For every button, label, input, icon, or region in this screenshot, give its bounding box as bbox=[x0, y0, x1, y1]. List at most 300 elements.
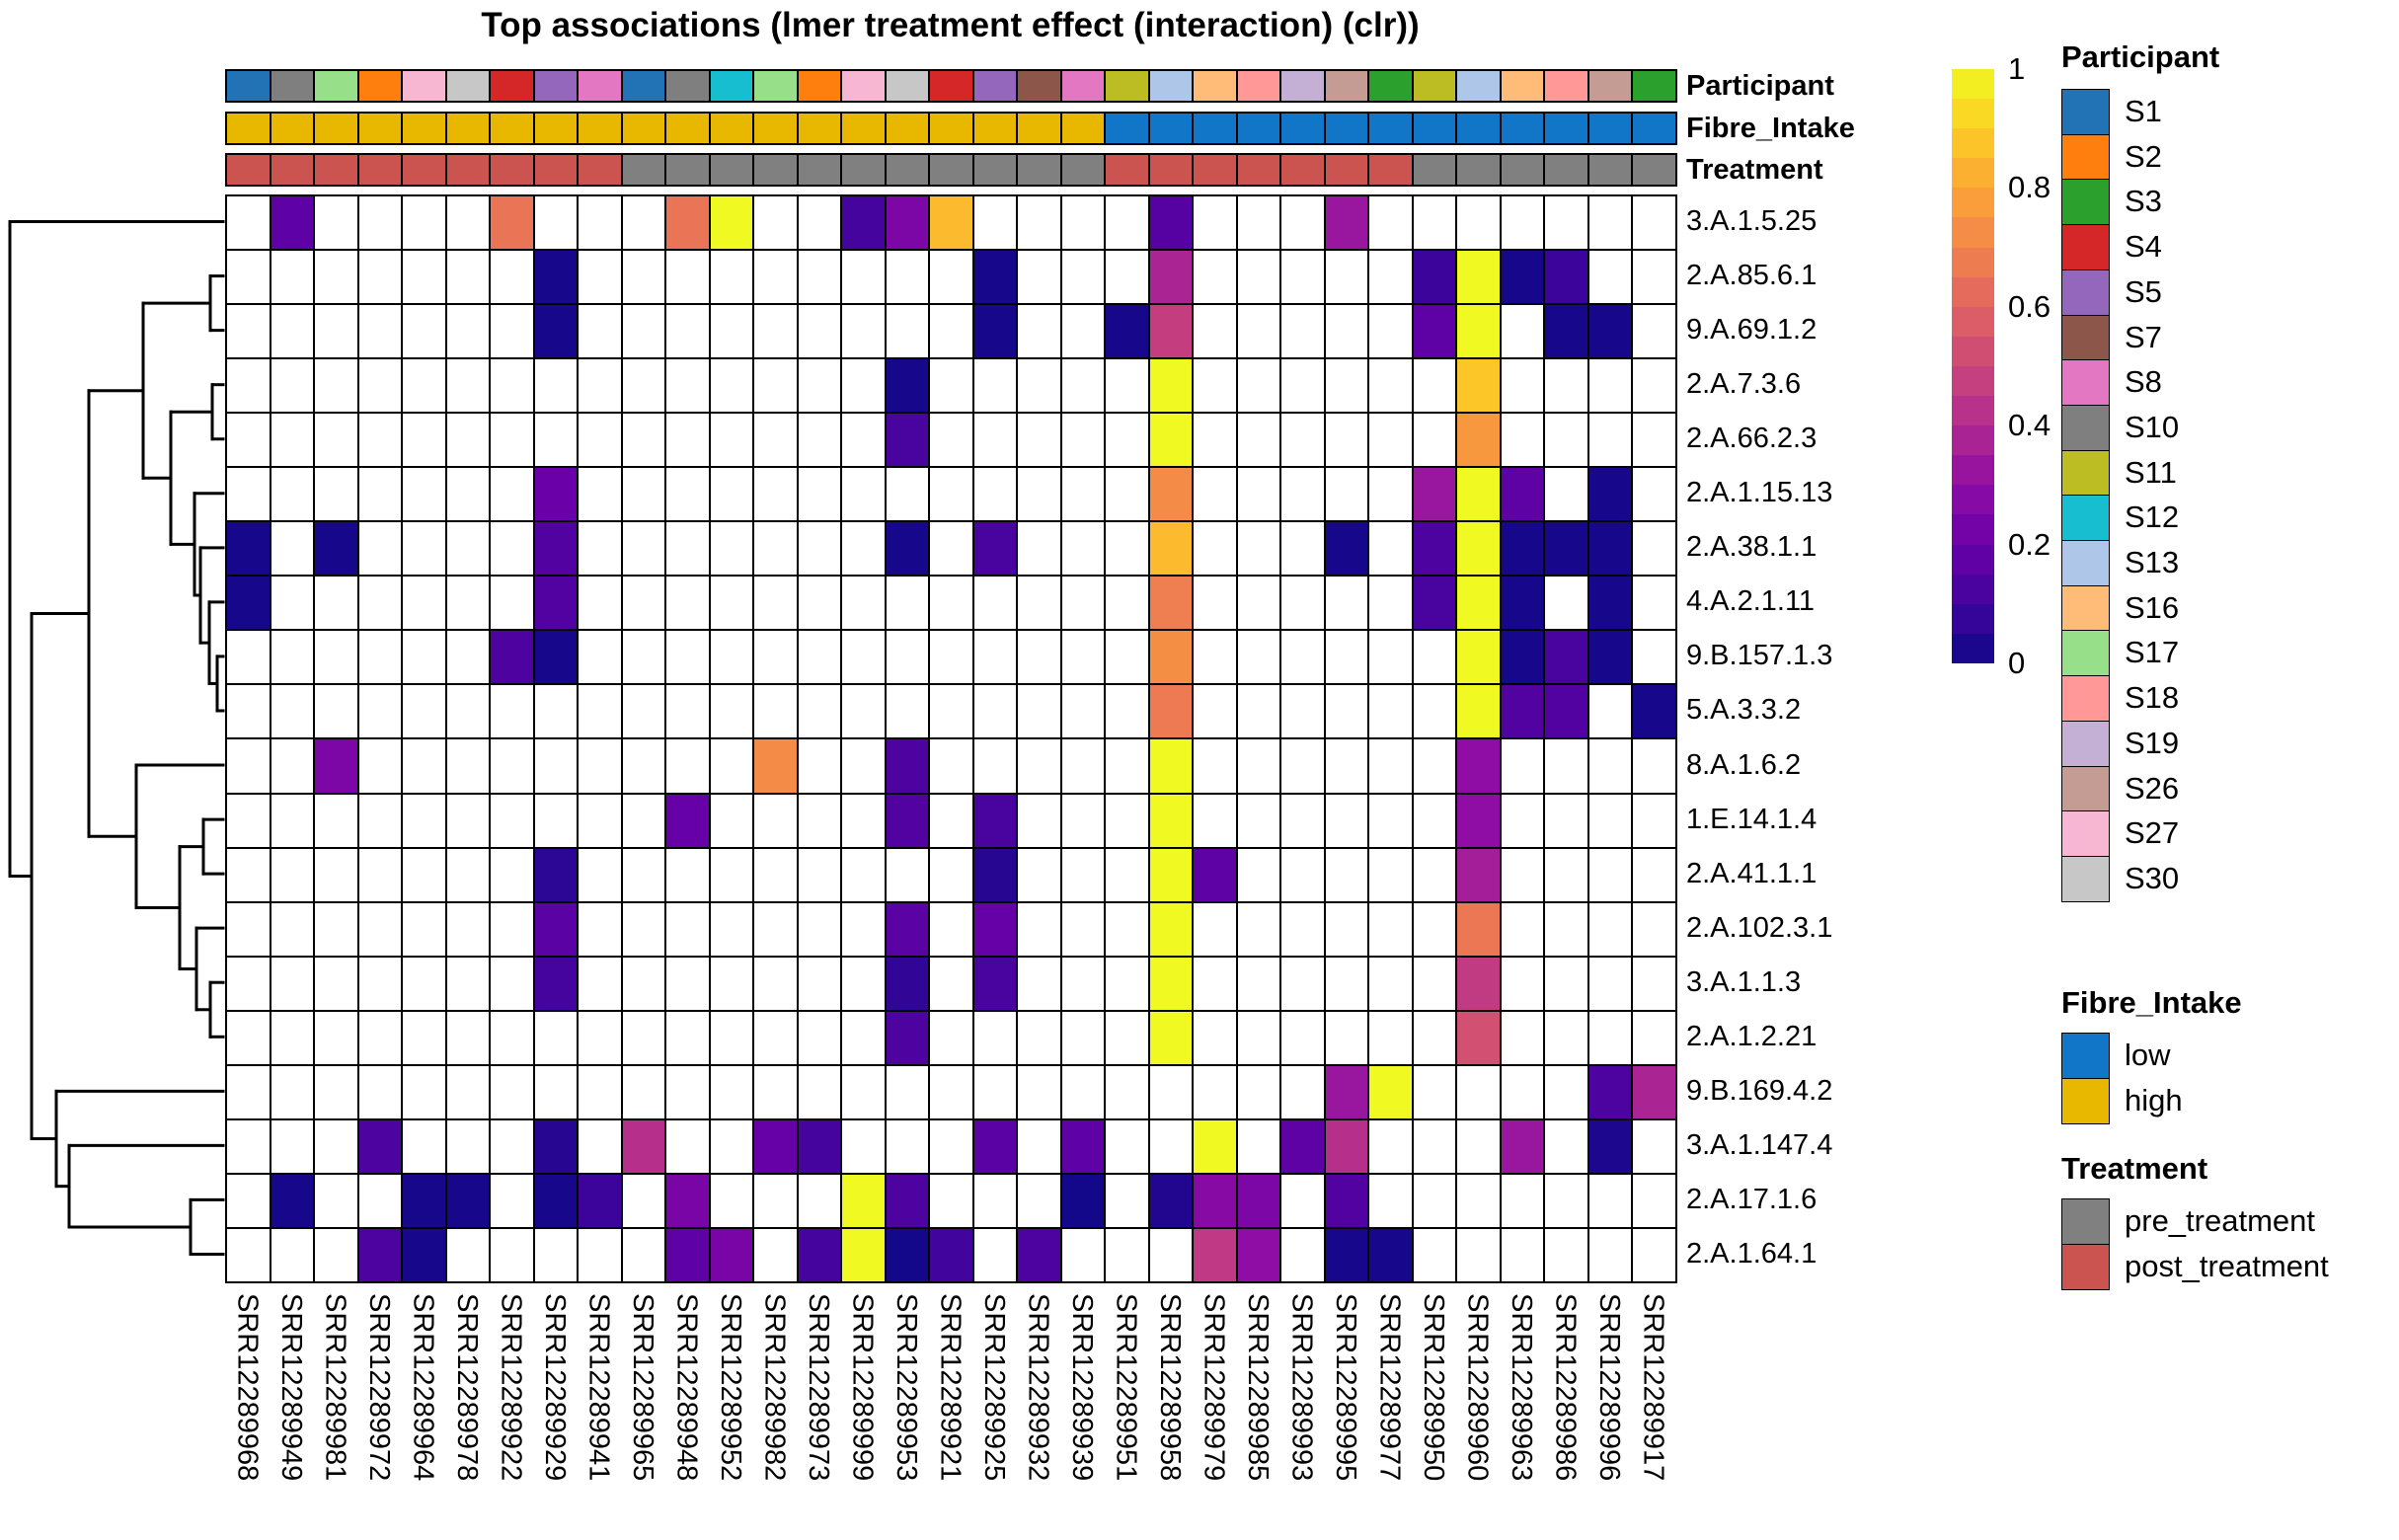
heatmap-cell bbox=[710, 1228, 754, 1282]
annotation-cell bbox=[402, 70, 446, 102]
heatmap-cell bbox=[1105, 1065, 1149, 1119]
heatmap-cell bbox=[358, 957, 403, 1011]
legend-label: S4 bbox=[2125, 229, 2162, 265]
heatmap-cell bbox=[534, 250, 579, 304]
heatmap-cell bbox=[1061, 1065, 1106, 1119]
heatmap-cell bbox=[1325, 684, 1369, 738]
heatmap-cell bbox=[1501, 250, 1545, 304]
heatmap-cell bbox=[226, 1174, 271, 1228]
heatmap-cell bbox=[271, 521, 315, 576]
annotation-cell bbox=[314, 70, 358, 102]
heatmap-cell bbox=[1325, 195, 1369, 250]
heatmap-cell bbox=[1544, 467, 1588, 521]
heatmap-cell bbox=[1149, 576, 1194, 630]
heatmap-cell bbox=[1368, 738, 1413, 793]
heatmap-cell bbox=[490, 794, 534, 848]
heatmap-cell bbox=[314, 848, 358, 902]
annotation-cell bbox=[665, 154, 710, 186]
annotation-cell bbox=[1280, 70, 1325, 102]
heatmap-cell bbox=[402, 304, 446, 358]
heatmap-cell bbox=[1149, 738, 1194, 793]
heatmap-cell bbox=[1017, 521, 1061, 576]
heatmap-cell bbox=[534, 521, 579, 576]
column-label: SRR12289964 bbox=[407, 1293, 439, 1482]
heatmap-cell bbox=[578, 630, 622, 684]
annotation-cell bbox=[226, 154, 271, 186]
heatmap-cell bbox=[798, 738, 842, 793]
heatmap-cell bbox=[886, 1065, 930, 1119]
heatmap-cell bbox=[1280, 1011, 1325, 1065]
heatmap-cell bbox=[490, 738, 534, 793]
heatmap-cell bbox=[534, 1011, 579, 1065]
heatmap-cell bbox=[929, 1119, 973, 1174]
column-label: SRR12289917 bbox=[1637, 1293, 1669, 1482]
annotation-cell bbox=[665, 113, 710, 144]
heatmap-cell bbox=[1413, 1065, 1457, 1119]
heatmap-cell bbox=[490, 630, 534, 684]
heatmap-cell bbox=[1632, 1228, 1676, 1282]
heatmap-cell bbox=[1368, 358, 1413, 413]
heatmap-cell bbox=[578, 902, 622, 957]
heatmap-cell bbox=[446, 358, 491, 413]
annotation-cell bbox=[490, 70, 534, 102]
legend-label: S30 bbox=[2125, 860, 2180, 895]
colorbar bbox=[1952, 69, 1994, 663]
heatmap-cell bbox=[1149, 794, 1194, 848]
colorbar-step bbox=[1952, 425, 1994, 455]
heatmap-cell bbox=[1544, 1011, 1588, 1065]
heatmap-cell bbox=[1413, 413, 1457, 467]
colorbar-step bbox=[1952, 128, 1994, 158]
heatmap-cell bbox=[1061, 848, 1106, 902]
heatmap-cell bbox=[665, 794, 710, 848]
heatmap-cell bbox=[1237, 1119, 1281, 1174]
heatmap-cell bbox=[1237, 902, 1281, 957]
heatmap-cell bbox=[271, 467, 315, 521]
heatmap-cell bbox=[1280, 1119, 1325, 1174]
heatmap-cell bbox=[1632, 1065, 1676, 1119]
heatmap-cell bbox=[578, 1011, 622, 1065]
column-label: SRR12289982 bbox=[758, 1293, 791, 1482]
heatmap-cell bbox=[578, 304, 622, 358]
heatmap-cell bbox=[226, 738, 271, 793]
heatmap-cell bbox=[226, 1011, 271, 1065]
heatmap-cell bbox=[1325, 738, 1369, 793]
heatmap-cell bbox=[710, 848, 754, 902]
annotation-cell bbox=[973, 113, 1018, 144]
heatmap-cell bbox=[1501, 1228, 1545, 1282]
heatmap-cell bbox=[1413, 1119, 1457, 1174]
heatmap-cell bbox=[314, 195, 358, 250]
heatmap-cell bbox=[314, 957, 358, 1011]
column-label: SRR12289951 bbox=[1110, 1293, 1142, 1482]
annotation-cell bbox=[622, 113, 666, 144]
heatmap-cell bbox=[271, 576, 315, 630]
heatmap-cell bbox=[1501, 1065, 1545, 1119]
heatmap-cell bbox=[1325, 1174, 1369, 1228]
heatmap-cell bbox=[490, 684, 534, 738]
heatmap-cell bbox=[1325, 304, 1369, 358]
heatmap-cell bbox=[710, 1119, 754, 1174]
heatmap-cell bbox=[1544, 304, 1588, 358]
heatmap-cell bbox=[753, 521, 798, 576]
legend-label: S3 bbox=[2125, 184, 2162, 219]
heatmap-cell bbox=[1237, 250, 1281, 304]
annotation-cell bbox=[710, 154, 754, 186]
heatmap-cell bbox=[1017, 1119, 1061, 1174]
heatmap-cell bbox=[490, 1119, 534, 1174]
heatmap-cell bbox=[490, 467, 534, 521]
heatmap-cell bbox=[973, 738, 1018, 793]
heatmap-cell bbox=[402, 684, 446, 738]
heatmap-cell bbox=[226, 195, 271, 250]
heatmap-cell bbox=[1368, 1174, 1413, 1228]
heatmap-cell bbox=[710, 1065, 754, 1119]
heatmap-cell bbox=[1544, 902, 1588, 957]
row-label: 2.A.1.64.1 bbox=[1686, 1237, 1818, 1270]
annotation-cell bbox=[1193, 70, 1237, 102]
colorbar-step bbox=[1952, 307, 1994, 337]
heatmap-cell bbox=[1105, 576, 1149, 630]
annotation-cell bbox=[314, 154, 358, 186]
heatmap-cell bbox=[314, 1011, 358, 1065]
column-label: SRR12289986 bbox=[1549, 1293, 1582, 1482]
heatmap-cell bbox=[402, 848, 446, 902]
heatmap-cell bbox=[1632, 1174, 1676, 1228]
heatmap-cell bbox=[841, 1011, 886, 1065]
heatmap-cell bbox=[1632, 630, 1676, 684]
annotation-cell bbox=[1413, 70, 1457, 102]
heatmap-cell bbox=[1501, 738, 1545, 793]
heatmap-cell bbox=[886, 684, 930, 738]
legend-label: S2 bbox=[2125, 138, 2162, 174]
heatmap-cell bbox=[1193, 576, 1237, 630]
heatmap-cell bbox=[1193, 195, 1237, 250]
heatmap-cell bbox=[578, 250, 622, 304]
heatmap-cell bbox=[1413, 794, 1457, 848]
heatmap-cell bbox=[1632, 358, 1676, 413]
heatmap-cell bbox=[1193, 1174, 1237, 1228]
heatmap-cell bbox=[271, 957, 315, 1011]
heatmap-cell bbox=[314, 358, 358, 413]
heatmap-cell bbox=[1544, 738, 1588, 793]
heatmap-cell bbox=[1193, 630, 1237, 684]
heatmap-cell bbox=[1632, 1119, 1676, 1174]
heatmap-cell bbox=[1501, 630, 1545, 684]
heatmap-cell bbox=[1588, 794, 1633, 848]
heatmap-cell bbox=[841, 1119, 886, 1174]
heatmap-cell bbox=[271, 413, 315, 467]
row-label: 3.A.1.5.25 bbox=[1686, 205, 1818, 237]
heatmap-cell bbox=[226, 848, 271, 902]
heatmap-cell bbox=[1588, 358, 1633, 413]
heatmap-cell bbox=[446, 521, 491, 576]
row-dendrogram bbox=[6, 194, 225, 1281]
heatmap-cell bbox=[1280, 467, 1325, 521]
heatmap-cell bbox=[1280, 902, 1325, 957]
heatmap-cell bbox=[446, 684, 491, 738]
legend-label: high bbox=[2125, 1082, 2183, 1117]
heatmap-cell bbox=[1413, 467, 1457, 521]
heatmap-cell bbox=[1061, 521, 1106, 576]
heatmap-cell bbox=[578, 848, 622, 902]
heatmap-cell bbox=[1061, 304, 1106, 358]
colorbar-step bbox=[1952, 634, 1994, 663]
heatmap-cell bbox=[665, 413, 710, 467]
annotation-cell bbox=[226, 113, 271, 144]
heatmap-cell bbox=[578, 684, 622, 738]
annotation-cell bbox=[798, 113, 842, 144]
heatmap-cell bbox=[1456, 467, 1501, 521]
legend-swatch-S7 bbox=[2061, 315, 2110, 361]
colorbar-tick-label: 0.2 bbox=[2008, 526, 2051, 562]
heatmap-cell bbox=[314, 1228, 358, 1282]
annotation-cell bbox=[1368, 113, 1413, 144]
legend-swatch-S8 bbox=[2061, 359, 2110, 406]
heatmap-cell bbox=[622, 1228, 666, 1282]
heatmap-cell bbox=[622, 304, 666, 358]
heatmap-cell bbox=[358, 794, 403, 848]
heatmap-cell bbox=[929, 738, 973, 793]
heatmap-cell bbox=[1544, 195, 1588, 250]
heatmap-cell bbox=[710, 684, 754, 738]
heatmap-cell bbox=[665, 957, 710, 1011]
heatmap-cell bbox=[1501, 576, 1545, 630]
heatmap-cell bbox=[973, 1174, 1018, 1228]
heatmap-cell bbox=[1632, 1011, 1676, 1065]
heatmap-cell bbox=[490, 195, 534, 250]
heatmap-cell bbox=[1237, 521, 1281, 576]
heatmap-cell bbox=[578, 467, 622, 521]
annotation-cell bbox=[1325, 113, 1369, 144]
legend-label: pre_treatment bbox=[2125, 1203, 2315, 1238]
colorbar-step bbox=[1952, 366, 1994, 396]
heatmap-cell bbox=[1501, 1011, 1545, 1065]
heatmap-cell bbox=[1588, 576, 1633, 630]
heatmap-cell bbox=[841, 358, 886, 413]
heatmap-cell bbox=[1368, 576, 1413, 630]
heatmap-cell bbox=[490, 576, 534, 630]
heatmap-cell bbox=[973, 467, 1018, 521]
heatmap-cell bbox=[1237, 467, 1281, 521]
heatmap-cell bbox=[886, 521, 930, 576]
heatmap-cell bbox=[1280, 521, 1325, 576]
heatmap-cell bbox=[1149, 1228, 1194, 1282]
heatmap-cell bbox=[1368, 1119, 1413, 1174]
heatmap-cell bbox=[402, 576, 446, 630]
legend-swatch-S16 bbox=[2061, 585, 2110, 632]
heatmap-cell bbox=[1280, 413, 1325, 467]
heatmap-cell bbox=[973, 684, 1018, 738]
heatmap-cell bbox=[402, 358, 446, 413]
heatmap-cell bbox=[1325, 250, 1369, 304]
heatmap-cell bbox=[798, 957, 842, 1011]
heatmap-cell bbox=[710, 304, 754, 358]
heatmap-cell bbox=[1149, 358, 1194, 413]
heatmap-cell bbox=[1501, 848, 1545, 902]
heatmap-cell bbox=[226, 794, 271, 848]
annotation-cell bbox=[1061, 70, 1106, 102]
annotation-cell bbox=[1413, 113, 1457, 144]
heatmap-cell bbox=[1413, 902, 1457, 957]
annotation-cell bbox=[534, 154, 579, 186]
heatmap-cell bbox=[841, 250, 886, 304]
heatmap-cell bbox=[710, 630, 754, 684]
heatmap-cell bbox=[1544, 250, 1588, 304]
heatmap-cell bbox=[929, 576, 973, 630]
heatmap-cell bbox=[841, 576, 886, 630]
heatmap-cell bbox=[534, 195, 579, 250]
heatmap-cell bbox=[1061, 576, 1106, 630]
heatmap-cell bbox=[402, 1011, 446, 1065]
heatmap-cell bbox=[446, 902, 491, 957]
heatmap-cell bbox=[226, 1065, 271, 1119]
annotation-cell bbox=[886, 70, 930, 102]
heatmap-cell bbox=[929, 684, 973, 738]
heatmap-cell bbox=[358, 413, 403, 467]
heatmap-cell bbox=[973, 902, 1018, 957]
heatmap-cell bbox=[1237, 1228, 1281, 1282]
heatmap-cell bbox=[1280, 1065, 1325, 1119]
heatmap-cell bbox=[1193, 1065, 1237, 1119]
heatmap-cell bbox=[753, 848, 798, 902]
heatmap-cell bbox=[578, 413, 622, 467]
heatmap-cell bbox=[886, 195, 930, 250]
heatmap-cell bbox=[1325, 413, 1369, 467]
heatmap-cell bbox=[446, 304, 491, 358]
heatmap-cell bbox=[1632, 521, 1676, 576]
heatmap-cell bbox=[1325, 358, 1369, 413]
heatmap-cell bbox=[358, 1065, 403, 1119]
heatmap-cell bbox=[1368, 684, 1413, 738]
heatmap-cell bbox=[798, 902, 842, 957]
annotation-track-label: Treatment bbox=[1686, 154, 1823, 186]
heatmap-cell bbox=[1456, 1119, 1501, 1174]
heatmap-cell bbox=[1413, 358, 1457, 413]
legend-title-treatment: Treatment bbox=[2061, 1151, 2208, 1186]
heatmap-cell bbox=[1413, 521, 1457, 576]
heatmap-cell bbox=[973, 794, 1018, 848]
heatmap-cell bbox=[1588, 1119, 1633, 1174]
heatmap-cell bbox=[1413, 848, 1457, 902]
heatmap-cell bbox=[710, 467, 754, 521]
annotation-cell bbox=[1501, 154, 1545, 186]
heatmap-cell bbox=[1193, 250, 1237, 304]
column-label: SRR12289965 bbox=[627, 1293, 658, 1482]
heatmap-cell bbox=[1105, 794, 1149, 848]
heatmap-cell bbox=[226, 304, 271, 358]
heatmap-cell bbox=[710, 250, 754, 304]
heatmap-cell bbox=[886, 358, 930, 413]
heatmap-cell bbox=[1280, 630, 1325, 684]
heatmap-cell bbox=[1632, 467, 1676, 521]
heatmap-cell bbox=[841, 684, 886, 738]
heatmap-cell bbox=[929, 1065, 973, 1119]
heatmap-cell bbox=[1105, 521, 1149, 576]
heatmap-cell bbox=[271, 1065, 315, 1119]
heatmap-cell bbox=[490, 1065, 534, 1119]
heatmap-cell bbox=[1456, 957, 1501, 1011]
heatmap-cell bbox=[1280, 1174, 1325, 1228]
heatmap-cell bbox=[973, 413, 1018, 467]
heatmap-cell bbox=[1193, 304, 1237, 358]
heatmap-cell bbox=[1193, 902, 1237, 957]
colorbar-step bbox=[1952, 217, 1994, 247]
heatmap-cell bbox=[1280, 684, 1325, 738]
heatmap-cell bbox=[314, 738, 358, 793]
legend-swatch-S27 bbox=[2061, 810, 2110, 857]
heatmap-cell bbox=[929, 358, 973, 413]
heatmap-cell bbox=[1368, 1228, 1413, 1282]
annotation-cell bbox=[1149, 70, 1194, 102]
column-label: SRR12289981 bbox=[319, 1293, 351, 1482]
heatmap-cell bbox=[1237, 358, 1281, 413]
column-label: SRR12289949 bbox=[275, 1293, 307, 1482]
heatmap-cell bbox=[753, 1011, 798, 1065]
heatmap-cell bbox=[446, 1228, 491, 1282]
heatmap-cell bbox=[1193, 358, 1237, 413]
heatmap-cell bbox=[1544, 684, 1588, 738]
colorbar-step bbox=[1952, 396, 1994, 425]
heatmap-cell bbox=[1061, 1119, 1106, 1174]
row-label: 2.A.7.3.6 bbox=[1686, 368, 1802, 401]
heatmap-cell bbox=[665, 684, 710, 738]
heatmap-cell bbox=[226, 413, 271, 467]
heatmap-cell bbox=[271, 1011, 315, 1065]
heatmap-cell bbox=[665, 848, 710, 902]
annotation-cell bbox=[402, 113, 446, 144]
heatmap-cell bbox=[1061, 358, 1106, 413]
annotation-cell bbox=[490, 113, 534, 144]
heatmap-cell bbox=[929, 848, 973, 902]
heatmap-cell bbox=[534, 684, 579, 738]
heatmap-cell bbox=[314, 304, 358, 358]
heatmap-cell bbox=[1237, 1174, 1281, 1228]
heatmap-cell bbox=[1413, 957, 1457, 1011]
heatmap-cell bbox=[1588, 1065, 1633, 1119]
row-label: 1.E.14.1.4 bbox=[1686, 803, 1818, 835]
annotation-cell bbox=[1280, 154, 1325, 186]
heatmap-cell bbox=[358, 902, 403, 957]
heatmap-cell bbox=[1368, 902, 1413, 957]
heatmap-cell bbox=[358, 1174, 403, 1228]
heatmap-cell bbox=[1149, 902, 1194, 957]
heatmap-cell bbox=[622, 576, 666, 630]
heatmap-cell bbox=[1017, 1174, 1061, 1228]
heatmap-cell bbox=[753, 738, 798, 793]
annotation-cell bbox=[710, 70, 754, 102]
heatmap-cell bbox=[1061, 1174, 1106, 1228]
heatmap-cell bbox=[271, 195, 315, 250]
colorbar-step bbox=[1952, 99, 1994, 128]
heatmap-cell bbox=[358, 848, 403, 902]
heatmap-cell bbox=[1413, 630, 1457, 684]
heatmap-cell bbox=[1588, 902, 1633, 957]
annotation-cell bbox=[1193, 154, 1237, 186]
heatmap-cell bbox=[1588, 1228, 1633, 1282]
legend-swatch-S2 bbox=[2061, 134, 2110, 181]
column-label: SRR12289921 bbox=[934, 1293, 967, 1482]
heatmap-cell bbox=[402, 738, 446, 793]
heatmap-cell bbox=[1632, 738, 1676, 793]
heatmap-cell bbox=[753, 576, 798, 630]
heatmap-cell bbox=[314, 521, 358, 576]
row-label: 9.A.69.1.2 bbox=[1686, 314, 1818, 346]
heatmap-cell bbox=[753, 902, 798, 957]
heatmap-cell bbox=[1456, 1174, 1501, 1228]
heatmap-cell bbox=[534, 848, 579, 902]
heatmap-cell bbox=[402, 467, 446, 521]
